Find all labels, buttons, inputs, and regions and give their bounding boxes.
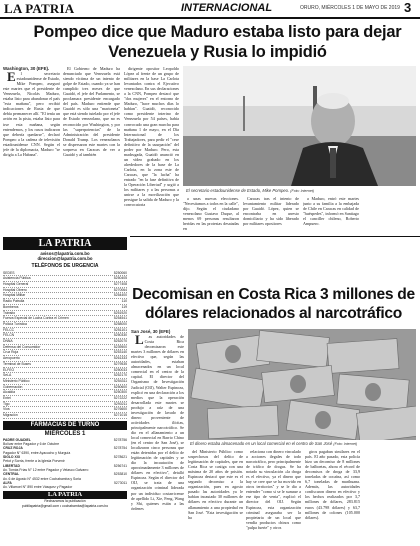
emergency-phone-list bbox=[3, 271, 127, 419]
pharmacy-name: Bolívar entre Pagador y 6 de Octubre bbox=[3, 442, 60, 447]
pharmacy-name: SIGLO XXI bbox=[3, 455, 20, 460]
page-header bbox=[0, 0, 420, 17]
emergency-phones-heading: TELÉFONOS DE URGENCIA bbox=[31, 262, 99, 269]
story1-text-3: dirigente opositor Leopoldo López al frente de un grupo de militares en la base La Carlota levantados contra el Ejecutivo venezolano. En sus declaraciones a la CNN, Pompeo destacó que "dos mujeres" en el entorno de Maduro, "hace muchos días lo habían". Guaidó, reconocido como presidente interino de Venezuela por 54 países, había convocado una gran marcha para mañana 1 de mayo, en el Día Internacional de los Trabajadores, para pedir el "cese definitivo de la usurpación" del poder por Maduro. Pero, esta madrugada, Guaidó anunció en un vídeo grabado en los alrededores de la base de La Carlota, en la zona este de Caracas, que "la lucha" ha entrado "en la fase definitiva de la Operación Libertad" y urgió a los militares y a las personas a unirse a la movilización que persigue la salida de Maduro y la convocatoria bbox=[124, 66, 179, 208]
money-photo bbox=[188, 329, 416, 440]
phone-number: 5254541 bbox=[113, 316, 127, 321]
phone-number: 5250033 bbox=[113, 367, 127, 372]
phone-name: Entel bbox=[3, 396, 11, 401]
phone-name: Hospital Militar bbox=[3, 293, 26, 298]
story1-headline: Pompeo dice que Maduro estaba listo para dejar Venezuela y Rusia lo impidió bbox=[33, 23, 402, 61]
sidebar-footer-email-2: cochabamba@lapatria.com.bo bbox=[62, 503, 109, 508]
sidebar-footer-line-1: Rechazamos la publicación bbox=[44, 499, 86, 504]
story1-text-2: El Gobierno de Maduro ha denunciado que Venezuela está siendo víctima de un intento de golpe de Estado, cuando ya se han cumplido tres meses de que Guaidó, el jefe del Parlamento, se proclamara presidente encargado del país. Maduro entiende que Guaidó es sólo una "marioneta" que está siendo tutelado por el jefe de Estado venezolano, que no es reconocido por Washington, y por las "superpotencias" de la Administración del presidente Donald Trump. Los venezolanos se dispersaron este martes con la sorpresa en Caracas de ver a Guaidó y al también bbox=[63, 66, 120, 157]
phone-number: 5252170 bbox=[113, 373, 127, 378]
phone-name: SEDES bbox=[3, 270, 15, 275]
story1-column-7 bbox=[362, 196, 416, 236]
phone-number: 5290211 bbox=[114, 401, 127, 406]
pharmacy-name: Pagador N° 6390, entre Ayacucho y Murguía bbox=[3, 450, 71, 455]
phone-number: 119 bbox=[121, 304, 127, 309]
story1-column-2 bbox=[63, 66, 120, 234]
phone-number: 5276600 bbox=[113, 407, 127, 412]
phone-number: 5258000 bbox=[113, 321, 127, 326]
story2-text-2: del Ministerio Público como sospechosos del delito de legitimación de capitales, que en Costa Rica se castiga con una máxima de 20 años de prisión. Espinoza destacó que este es el segundo decomiso a la organización, pues en agosto pasado las autoridades ya le habían incautado 30 millones de dólares en efectivo durante un allanamiento a una propiedad en San José. "Esta investigación se ha bbox=[188, 449, 243, 520]
story1-photo-credit: (Foto: Internet) bbox=[290, 189, 315, 193]
story2-column-1 bbox=[131, 329, 184, 541]
pharmacy-name: CRUZ ROJA bbox=[3, 446, 23, 451]
phone-name: ELFEO bbox=[3, 367, 15, 372]
story1-dateline: Washington, 30 (EFE). bbox=[3, 66, 50, 71]
pharmacy-number: 5278756 bbox=[113, 437, 127, 442]
phone-name: Tránsito bbox=[3, 310, 16, 315]
sidebar-email-direccion: direccion@lapatria.com.bo bbox=[37, 256, 93, 262]
story1-column-3 bbox=[124, 66, 179, 234]
phone-name: Policía Turística bbox=[3, 321, 27, 326]
phone-name: Tigo bbox=[3, 401, 10, 406]
phone-name: Aeropuerto bbox=[3, 356, 20, 361]
phone-number: 5254311 bbox=[114, 378, 127, 383]
page-number: 3 bbox=[404, 0, 412, 15]
phone-number: 5252070 bbox=[113, 339, 127, 344]
phone-name: Ministerio Público bbox=[3, 378, 30, 383]
phone-number: 5251101 bbox=[114, 327, 127, 332]
phone-name: Cruz Roja bbox=[3, 350, 19, 355]
story1-text-1: El secretario estadounidense de Estado, Mike Pompeo, aseguró este martes que el presidente de Venezuela, Nicolás Maduro, estaba listo para abandonar el país "esta mañana", pero recibió indicaciones de Rusia de que debía permanecer allí. "El tenía un avión en la pista, estaba listo para irse esta mañana, según entendemos, y los rusos indicaron que debería quedarse", declaró Pompeo a la cadena de televisión estadounidense CNN. Según el jefe de la diplomacia, Maduro "se dirigía a La Habana". bbox=[3, 69, 60, 157]
pharmacy-name: ALFA bbox=[3, 480, 12, 485]
story2-dateline: San José, 30 (EFE) bbox=[131, 329, 171, 334]
pompeo-photo bbox=[183, 66, 416, 186]
pharmacy-number: 5278621 bbox=[113, 455, 127, 460]
pharmacy-name: Av. 6 de Agosto N° 4532 entre Cochabamba y Soria bbox=[3, 476, 81, 481]
story2-text-3: relaciona con dinero vinculado a acciones ilegales de todo narcotráfico, pero principalmente de tráfico de drogas. Se ha notado su vinculación «la droga es el efectivo, ya el dinero que hay se cree que se ha movido en otros territorios" y se le dio a entender "como si se le sumase a ese tipo de venta", explicó el director del OIJ. Según Espinoza, esta organización criminal aseguraba ser la propietaria de un local que vendía productos chinos como "pulpa fuerte" y otros bbox=[246, 449, 301, 530]
phone-name: Bomberos bbox=[3, 304, 19, 309]
issue-date: ORURO, MIÉRCOLES 1 DE MAYO DE 2019 bbox=[300, 5, 400, 11]
pharmacy-list bbox=[3, 438, 127, 490]
story2-caption-text: El dinero estaba almacenado en un local comercial en el centro de San José bbox=[190, 441, 333, 446]
story2-text-1: Las autoridades de Costa Rica decomisaron este martes 3 millones de dólares en efectivo que, según las autoridades, estaban almacenados en un local comercial en el centro de la capital. El director del Organismo de Investigación Judicial (OIJ), Walter Espinoza, explicó en una declaración a los medios que la operación desarrollada este martes se produjo a raíz de una investigación de lavado de dinero proveniente de actividades ilícitas, principalmente narcotráfico. Se dio en el allanamiento a un local comercial en Barrio Chino (en el centro de San José), se localizaron cinco personas que están detenidas por el delito de legitimación de capitales y se dio la incautación de aproximadamente 3 millones de dólares en efectivo", detalló Espinoza. Según el director del OIJ, se trata de una organización criminal liderada por un individuo costarricense de apellido Li, Xie, Feng, Wang y Shi, quienes están a las órdenes bbox=[131, 332, 184, 511]
phone-name: Gobernación bbox=[3, 384, 23, 389]
phone-number: 110 bbox=[121, 299, 127, 304]
story1-text-5: Caracas tras el intento de levantamiento militar liderado por Guaidó. López, quien se encontraba en arresto domiciliario y ha sido liberado por militares opositores bbox=[243, 196, 299, 227]
phone-name: Hospital General bbox=[3, 282, 29, 286]
phone-number: 5253140 bbox=[113, 350, 127, 355]
pompeo-photo-image bbox=[183, 66, 416, 186]
phone-name: Fuerza Especial de Lucha Contra el Crimen bbox=[3, 316, 69, 321]
phone-number: 5271015 bbox=[113, 413, 127, 418]
pharmacy-name: Av. Tomás Frías N° 12 entre Pagador y Velasco Galvarro bbox=[3, 467, 89, 472]
sidebar-footer-email-1: publilapatria@gmail.com bbox=[21, 503, 60, 508]
phone-name: Terminal de Buses bbox=[3, 361, 31, 366]
phone-number: 5277408 bbox=[113, 282, 127, 286]
phone-number: 5250405 bbox=[113, 276, 127, 281]
pharmacy-number: 5278754 bbox=[113, 446, 127, 451]
phone-number: 5261333 bbox=[113, 356, 127, 361]
phone-name: SeLA bbox=[3, 373, 12, 378]
story2-caption bbox=[190, 441, 416, 447]
phone-number: 5250600 bbox=[113, 384, 127, 389]
phone-number: 5254400 bbox=[113, 293, 127, 298]
phone-name: Hospital Obrero bbox=[3, 287, 27, 292]
story1-column-6 bbox=[303, 196, 359, 236]
section-name: INTERNACIONAL bbox=[181, 2, 273, 14]
phone-number: 5250300 bbox=[113, 390, 127, 395]
emergency-phone-row bbox=[3, 413, 127, 419]
pharmacy-name: LIBERTAD bbox=[3, 463, 20, 468]
phone-name: Alcaldía bbox=[3, 390, 16, 395]
story2-headline: Decomisan en Costa Rica 3 millones de dólares relacionados al narcotráfico bbox=[132, 286, 415, 322]
phone-number: 5279535 bbox=[113, 361, 127, 366]
header-rule bbox=[0, 17, 420, 19]
pharmacy-name: Petot y Sorria, frente a la Iglesia Porvenir bbox=[3, 459, 65, 464]
story1-text-6: a Maduro, entró este martes junto a su familia a la embajada de Chile en Caracas en calidad de "huéspedes", informó en Santiago el canciller chileno, Roberto Ampuero. bbox=[303, 196, 359, 227]
story1-text-4: a unas nuevas elecciones. "Necesitamos a todos en la calle", dijo. Según el ciudadano venezolano Gustavo Duque, al menos 69 personas resultaron heridas en las protestas desatadas en bbox=[183, 196, 239, 232]
pharmacy-name: CENTRAL bbox=[3, 472, 20, 477]
phone-number: 5251920 bbox=[113, 310, 127, 315]
story2-column-2 bbox=[188, 449, 243, 541]
story2-photo-credit: (Foto: Internet) bbox=[333, 442, 358, 446]
sidebar-email-avisos: avisos@lapatria.com.bo bbox=[40, 251, 90, 256]
pharmacies-day: MIÉRCOLES 1 bbox=[44, 430, 86, 437]
pharmacy-number: 5256741 bbox=[113, 463, 127, 468]
pharmacy-number: 5273011 bbox=[114, 480, 127, 485]
pharmacies-heading: FARMACIAS DE TURNO bbox=[3, 421, 127, 430]
phone-name: DNNA bbox=[3, 339, 13, 344]
phone-number: 5270064 bbox=[113, 287, 127, 292]
sidebar-footer-line-2: publilapatria@gmail.com • cochabamba@lapatria.com.bo bbox=[21, 503, 109, 508]
money-photo-image bbox=[188, 329, 416, 440]
story-divider bbox=[130, 236, 420, 237]
sidebar-footer-title: LA PATRIA bbox=[3, 491, 127, 499]
pharmacy-row bbox=[3, 485, 127, 489]
pharmacy-name: PADRE GUADIEL bbox=[3, 437, 31, 442]
story1-column-1 bbox=[3, 66, 60, 234]
phone-name: FELCC bbox=[3, 327, 15, 332]
story2-column-4 bbox=[305, 449, 360, 541]
phone-name: Radio Patrulla bbox=[3, 299, 25, 304]
story1-column-4 bbox=[183, 196, 239, 236]
story2-text-4: giros pagaban similares en el país. El año pasado, esta policía hizo un decomiso de 8 millones de balboetas, ahora el récord de decomisos de droga de 33,9 toneladas de cocaína, así como 6,7 toneladas de marihuana. Además, las autoridades confiscaron dinero en efectivo y los hechos realizados por 3,7 millones de dólares, 283.815 euros (43.798 dólares) y 63,7 millones de colones (105.000 dólares). bbox=[305, 449, 360, 520]
phone-number: 5250330 bbox=[113, 333, 127, 338]
phone-name: FELCN bbox=[3, 333, 15, 338]
masthead: LA PATRIA bbox=[4, 1, 75, 16]
story1-column-5 bbox=[243, 196, 299, 236]
sidebar-directory bbox=[3, 237, 127, 541]
story1-caption-text: El secretario estadounidense de Estado, Mike Pompeo. bbox=[186, 188, 290, 193]
phone-number: 5239500 bbox=[113, 344, 127, 349]
phone-number: 5250060 bbox=[113, 270, 127, 275]
story1-caption bbox=[186, 188, 414, 194]
phone-name: Defensa del Consumidor bbox=[3, 344, 41, 349]
phone-number: 5272222 bbox=[113, 396, 127, 401]
pharmacy-number: 5253810 bbox=[113, 472, 127, 477]
phone-name: Viva bbox=[3, 407, 10, 412]
phone-name: Migración bbox=[3, 413, 18, 418]
pharmacy-name: Av. Villarroel N° 890 entre Vásquez y Pagador bbox=[3, 485, 73, 490]
phone-name: Asistencia Pública bbox=[3, 276, 31, 281]
story2-column-3 bbox=[246, 449, 301, 541]
sidebar-title: LA PATRIA bbox=[3, 237, 127, 250]
